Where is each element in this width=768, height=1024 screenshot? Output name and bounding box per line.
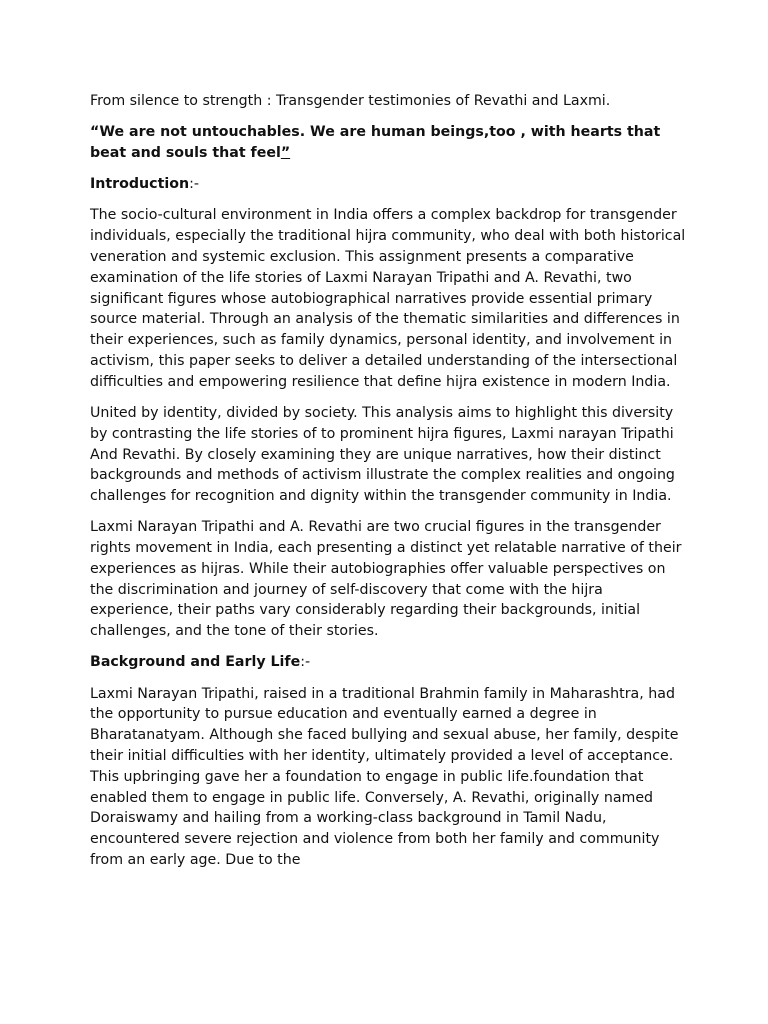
introduction-heading xyxy=(90,174,686,195)
introduction-paragraph-2: United by identity, divided by society. This analysis aims to highlight this diversity by contrasting the life stories of to prominent hijra figures, Laxmi narayan Tripathi And Revathi. By closely examining they are unique narratives, how their distinct backgrounds and methods of activism illustrate the complex realities and ongoing challenges for recognition and dignity within the transgender community in India. xyxy=(90,404,675,505)
opening-quote-closing-mark: ” xyxy=(280,144,291,161)
opening-quote xyxy=(90,122,686,164)
opening-quote-text: “We are not untouchables. We are human beings,too , with hearts that beat and souls that feel xyxy=(90,124,661,161)
document-page xyxy=(90,91,686,881)
background-heading xyxy=(90,652,686,673)
introduction-heading-suffix: :- xyxy=(189,176,199,193)
background-heading-suffix: :- xyxy=(300,654,311,671)
background-heading-text: Background and Early Life xyxy=(90,654,301,671)
document-title: From silence to strength : Transgender testimonies of Revathi and Laxmi. xyxy=(90,93,611,109)
background-paragraph-1: Laxmi Narayan Tripathi, raised in a traditional Brahmin family in Maharashtra, had the opportunity to pursue education and eventually earned a degree in Bharatanatyam. Although she faced bullying and sexual abuse, her family, despite their initial difficulties with her identity, ultimately provided a level of acceptance. This upbringing gave her a foundation to engage in public life.foundation that enabled them to engage in public life. Conversely, A. Revathi, originally named Doraiswamy and hailing from a working-class background in Tamil Nadu, encountered severe rejection and violence from both her family and community from an early age. Due to the xyxy=(90,685,679,869)
introduction-paragraph-1: The socio-cultural environment in India offers a complex backdrop for transgender individuals, especially the traditional hijra community, who deal with both historical veneration and systemic exclusion. This assignment presents a comparative examination of the life stories of Laxmi Narayan Tripathi and A. Revathi, two significant figures whose autobiographical narratives provide essential primary source material. Through an analysis of the thematic similarities and differences in their experiences, such as family dynamics, personal identity, and involvement in activism, this paper seeks to deliver a detailed understanding of the intersectional difficulties and empowering resilience that define hijra existence in modern India. xyxy=(90,207,686,390)
introduction-paragraph-3: Laxmi Narayan Tripathi and A. Revathi are two crucial figures in the transgender rights movement in India, each presenting a distinct yet relatable narrative of their experiences as hijras. While their autobiographies offer valuable perspectives on the discrimination and journey of self-discovery that come with the hijra experience, their paths vary considerably regarding their backgrounds, initial challenges, and the tone of their stories. xyxy=(90,519,682,640)
introduction-heading-text: Introduction xyxy=(90,176,190,193)
